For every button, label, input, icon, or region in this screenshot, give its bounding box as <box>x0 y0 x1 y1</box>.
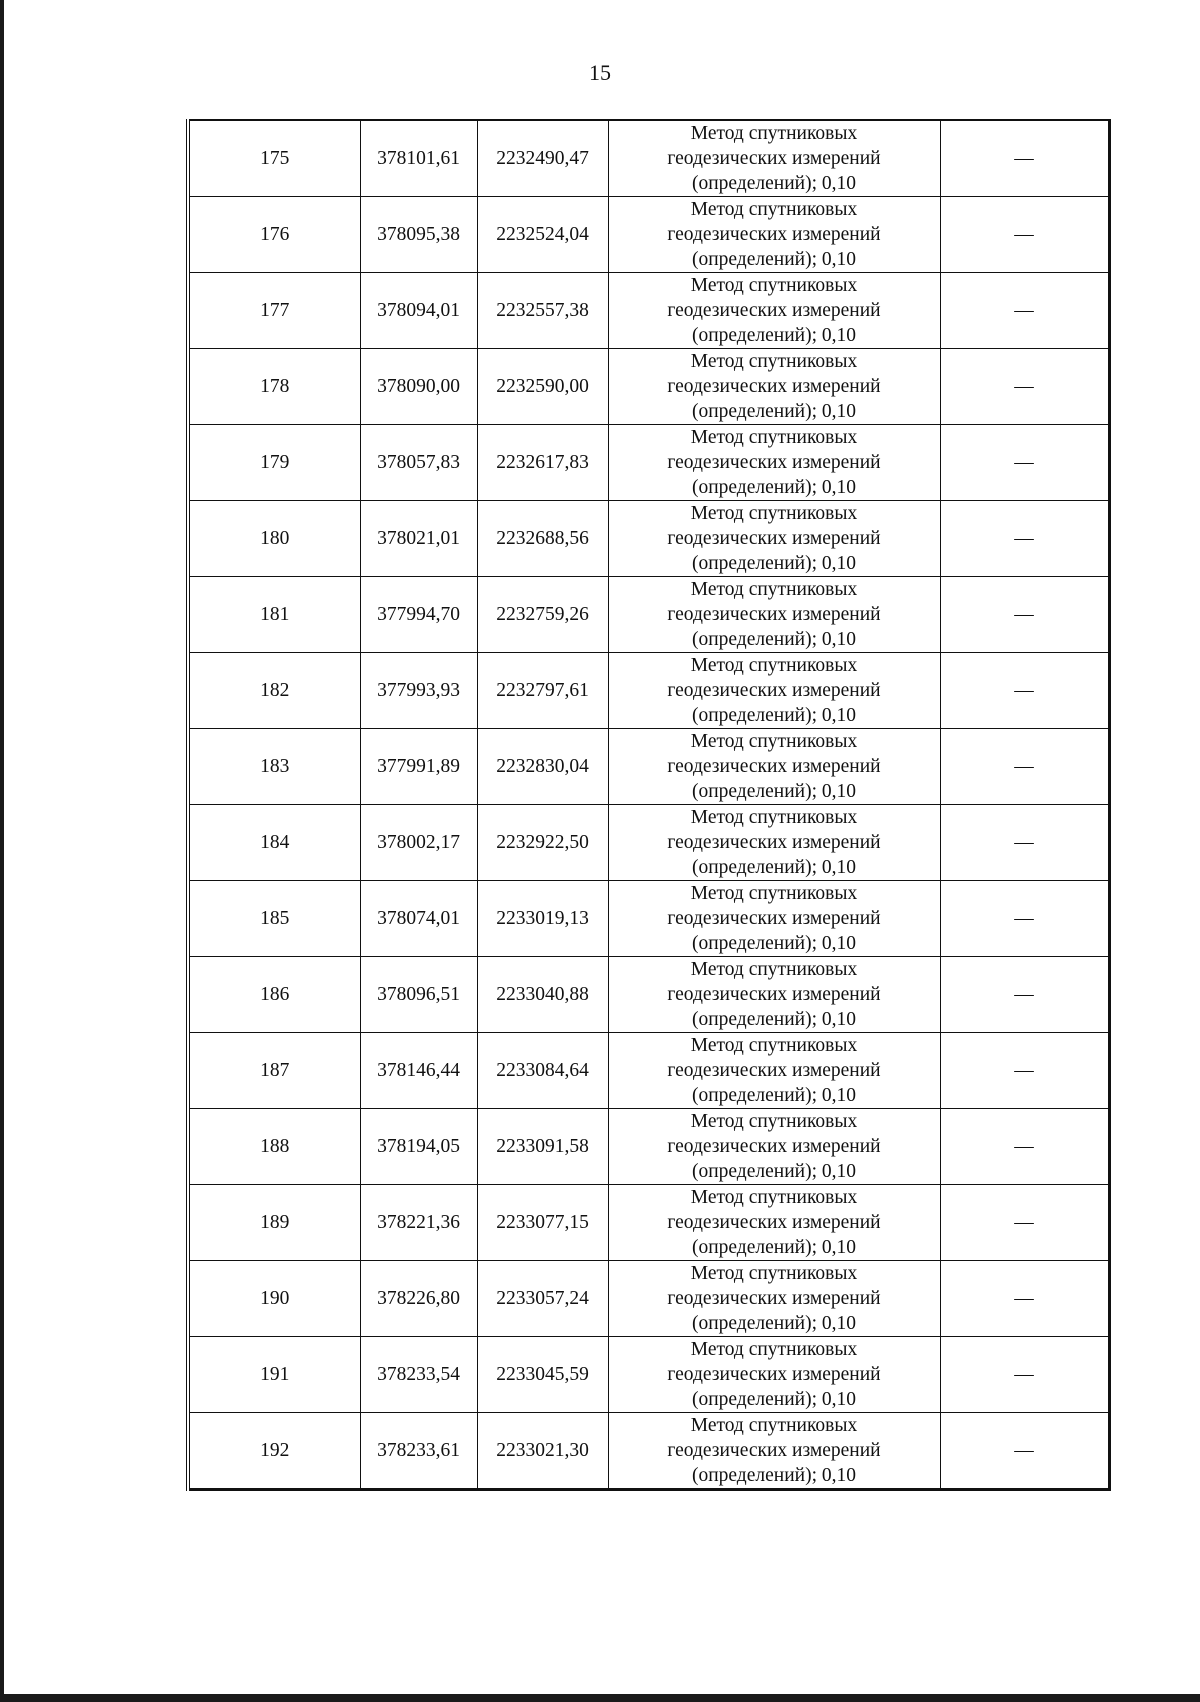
method-line: Метод спутниковых <box>690 731 858 752</box>
method-cell <box>608 729 940 805</box>
y-coordinate-cell: 2232797,61 <box>477 653 608 729</box>
note-cell <box>940 197 1109 273</box>
point-number-cell: 176 <box>188 197 360 273</box>
method-line: Метод спутниковых <box>690 1187 858 1208</box>
y-coordinate-cell: 2233057,24 <box>477 1261 608 1337</box>
x-coordinate-cell: 378226,80 <box>360 1261 477 1337</box>
dash-value: — <box>1014 1136 1034 1157</box>
method-cell <box>608 120 940 197</box>
dash-value: — <box>1014 148 1034 169</box>
method-cell <box>608 1185 940 1261</box>
note-cell <box>940 1261 1109 1337</box>
method-cell <box>608 577 940 653</box>
note-cell <box>940 120 1109 197</box>
method-line: (определений); 0,10 <box>691 1389 856 1410</box>
y-coordinate-cell: 2232490,47 <box>477 120 608 197</box>
dash-value: — <box>1014 1440 1034 1461</box>
method-line: геодезических измерений <box>667 604 881 625</box>
table-row <box>188 273 1109 349</box>
method-cell <box>608 881 940 957</box>
note-cell <box>940 577 1109 653</box>
note-cell <box>940 653 1109 729</box>
y-coordinate-cell: 2233077,15 <box>477 1185 608 1261</box>
method-line: (определений); 0,10 <box>691 173 856 194</box>
table-row <box>188 349 1109 425</box>
method-line: геодезических измерений <box>667 908 881 929</box>
x-coordinate-cell: 378002,17 <box>360 805 477 881</box>
y-coordinate-cell: 2233084,64 <box>477 1033 608 1109</box>
table-row <box>188 1261 1109 1337</box>
method-line: Метод спутниковых <box>690 655 858 676</box>
y-coordinate-cell: 2233040,88 <box>477 957 608 1033</box>
x-coordinate-cell: 378146,44 <box>360 1033 477 1109</box>
method-cell <box>608 653 940 729</box>
dash-value: — <box>1014 832 1034 853</box>
method-line: (определений); 0,10 <box>691 857 856 878</box>
y-coordinate-cell: 2233045,59 <box>477 1337 608 1413</box>
point-number-cell: 175 <box>188 120 360 197</box>
note-cell <box>940 1413 1109 1490</box>
dash-value: — <box>1014 528 1034 549</box>
method-line: геодезических измерений <box>667 1136 881 1157</box>
dash-value: — <box>1014 604 1034 625</box>
point-number-cell: 186 <box>188 957 360 1033</box>
method-line: геодезических измерений <box>667 1288 881 1309</box>
point-number-cell: 183 <box>188 729 360 805</box>
x-coordinate-cell: 378057,83 <box>360 425 477 501</box>
method-line: геодезических измерений <box>667 300 881 321</box>
note-cell <box>940 1337 1109 1413</box>
dash-value: — <box>1014 1364 1034 1385</box>
note-cell <box>940 501 1109 577</box>
note-cell <box>940 1109 1109 1185</box>
method-cell <box>608 805 940 881</box>
x-coordinate-cell: 378090,00 <box>360 349 477 425</box>
table-row <box>188 805 1109 881</box>
method-line: геодезических измерений <box>667 680 881 701</box>
method-line: Метод спутниковых <box>690 351 858 372</box>
x-coordinate-cell: 378094,01 <box>360 273 477 349</box>
x-coordinate-cell: 377991,89 <box>360 729 477 805</box>
method-cell <box>608 349 940 425</box>
method-cell <box>608 1261 940 1337</box>
point-number-cell: 178 <box>188 349 360 425</box>
y-coordinate-cell: 2233019,13 <box>477 881 608 957</box>
method-line: (определений); 0,10 <box>691 1313 856 1334</box>
method-line: (определений); 0,10 <box>691 781 856 802</box>
method-line: Метод спутниковых <box>690 275 858 296</box>
method-cell <box>608 1109 940 1185</box>
method-line: Метод спутниковых <box>690 959 858 980</box>
scan-edge-bottom <box>0 1694 1200 1702</box>
method-line: геодезических измерений <box>667 984 881 1005</box>
point-number-cell: 182 <box>188 653 360 729</box>
x-coordinate-cell: 378096,51 <box>360 957 477 1033</box>
table-row <box>188 1033 1109 1109</box>
method-line: геодезических измерений <box>667 756 881 777</box>
x-coordinate-cell: 378095,38 <box>360 197 477 273</box>
method-line: (определений); 0,10 <box>691 1237 856 1258</box>
point-number-cell: 192 <box>188 1413 360 1490</box>
method-line: Метод спутниковых <box>690 1339 858 1360</box>
y-coordinate-cell: 2233091,58 <box>477 1109 608 1185</box>
table-row <box>188 120 1109 197</box>
note-cell <box>940 273 1109 349</box>
dash-value: — <box>1014 680 1034 701</box>
method-line: (определений); 0,10 <box>691 629 856 650</box>
method-line: геодезических измерений <box>667 148 881 169</box>
dash-value: — <box>1014 1060 1034 1081</box>
x-coordinate-cell: 378221,36 <box>360 1185 477 1261</box>
method-cell <box>608 425 940 501</box>
method-line: (определений); 0,10 <box>691 249 856 270</box>
method-line: Метод спутниковых <box>690 579 858 600</box>
method-line: Метод спутниковых <box>690 427 858 448</box>
table-row <box>188 1413 1109 1490</box>
dash-value: — <box>1014 756 1034 777</box>
y-coordinate-cell: 2232617,83 <box>477 425 608 501</box>
method-line: Метод спутниковых <box>690 1263 858 1284</box>
point-number-cell: 180 <box>188 501 360 577</box>
method-line: геодезических измерений <box>667 1364 881 1385</box>
method-line: геодезических измерений <box>667 1212 881 1233</box>
point-number-cell: 179 <box>188 425 360 501</box>
method-line: Метод спутниковых <box>690 1035 858 1056</box>
method-line: геодезических измерений <box>667 224 881 245</box>
x-coordinate-cell: 378194,05 <box>360 1109 477 1185</box>
point-number-cell: 190 <box>188 1261 360 1337</box>
method-cell <box>608 1337 940 1413</box>
table-row <box>188 501 1109 577</box>
dash-value: — <box>1014 908 1034 929</box>
point-number-cell: 184 <box>188 805 360 881</box>
method-line: (определений); 0,10 <box>691 1465 856 1486</box>
point-number-cell: 181 <box>188 577 360 653</box>
dash-value: — <box>1014 1212 1034 1233</box>
method-line: (определений); 0,10 <box>691 1085 856 1106</box>
method-cell <box>608 197 940 273</box>
point-number-cell: 187 <box>188 1033 360 1109</box>
x-coordinate-cell: 377993,93 <box>360 653 477 729</box>
table-row <box>188 577 1109 653</box>
method-line: Метод спутниковых <box>690 123 858 144</box>
table-row <box>188 197 1109 273</box>
method-line: (определений); 0,10 <box>691 401 856 422</box>
dash-value: — <box>1014 300 1034 321</box>
method-line: Метод спутниковых <box>690 199 858 220</box>
table-row <box>188 1109 1109 1185</box>
method-line: (определений); 0,10 <box>691 705 856 726</box>
method-cell <box>608 273 940 349</box>
note-cell <box>940 729 1109 805</box>
method-line: геодезических измерений <box>667 832 881 853</box>
method-line: Метод спутниковых <box>690 1111 858 1132</box>
y-coordinate-cell: 2233021,30 <box>477 1413 608 1490</box>
x-coordinate-cell: 378233,61 <box>360 1413 477 1490</box>
x-coordinate-cell: 378021,01 <box>360 501 477 577</box>
method-line: геодезических измерений <box>667 452 881 473</box>
note-cell <box>940 1185 1109 1261</box>
table-row <box>188 425 1109 501</box>
y-coordinate-cell: 2232759,26 <box>477 577 608 653</box>
dash-value: — <box>1014 1288 1034 1309</box>
coordinates-table-body <box>188 120 1109 1490</box>
page-number: 15 <box>589 60 611 85</box>
dash-value: — <box>1014 224 1034 245</box>
dash-value: — <box>1014 452 1034 473</box>
method-line: Метод спутниковых <box>690 883 858 904</box>
y-coordinate-cell: 2232557,38 <box>477 273 608 349</box>
point-number-cell: 185 <box>188 881 360 957</box>
x-coordinate-cell: 377994,70 <box>360 577 477 653</box>
point-number-cell: 191 <box>188 1337 360 1413</box>
method-line: (определений); 0,10 <box>691 1009 856 1030</box>
method-line: геодезических измерений <box>667 1060 881 1081</box>
table-row <box>188 1185 1109 1261</box>
note-cell <box>940 425 1109 501</box>
coordinates-table <box>186 119 1111 1491</box>
method-cell <box>608 1413 940 1490</box>
dash-value: — <box>1014 984 1034 1005</box>
note-cell <box>940 881 1109 957</box>
point-number-cell: 188 <box>188 1109 360 1185</box>
note-cell <box>940 349 1109 425</box>
note-cell <box>940 957 1109 1033</box>
method-line: Метод спутниковых <box>690 503 858 524</box>
y-coordinate-cell: 2232830,04 <box>477 729 608 805</box>
x-coordinate-cell: 378074,01 <box>360 881 477 957</box>
point-number-cell: 189 <box>188 1185 360 1261</box>
method-line: Метод спутниковых <box>690 1415 858 1436</box>
y-coordinate-cell: 2232688,56 <box>477 501 608 577</box>
y-coordinate-cell: 2232922,50 <box>477 805 608 881</box>
table-row <box>188 1337 1109 1413</box>
method-line: геодезических измерений <box>667 528 881 549</box>
method-line: (определений); 0,10 <box>691 933 856 954</box>
point-number-cell: 177 <box>188 273 360 349</box>
method-line: (определений); 0,10 <box>691 553 856 574</box>
x-coordinate-cell: 378233,54 <box>360 1337 477 1413</box>
method-cell <box>608 501 940 577</box>
note-cell <box>940 1033 1109 1109</box>
method-line: (определений); 0,10 <box>691 325 856 346</box>
table-row <box>188 653 1109 729</box>
y-coordinate-cell: 2232524,04 <box>477 197 608 273</box>
table-row <box>188 957 1109 1033</box>
method-line: (определений); 0,10 <box>691 1161 856 1182</box>
method-cell <box>608 957 940 1033</box>
scan-edge-left <box>0 0 4 1702</box>
method-line: (определений); 0,10 <box>691 477 856 498</box>
x-coordinate-cell: 378101,61 <box>360 120 477 197</box>
table-row <box>188 729 1109 805</box>
table-row <box>188 881 1109 957</box>
method-line: Метод спутниковых <box>690 807 858 828</box>
y-coordinate-cell: 2232590,00 <box>477 349 608 425</box>
note-cell <box>940 805 1109 881</box>
method-cell <box>608 1033 940 1109</box>
method-line: геодезических измерений <box>667 376 881 397</box>
dash-value: — <box>1014 376 1034 397</box>
method-line: геодезических измерений <box>667 1440 881 1461</box>
